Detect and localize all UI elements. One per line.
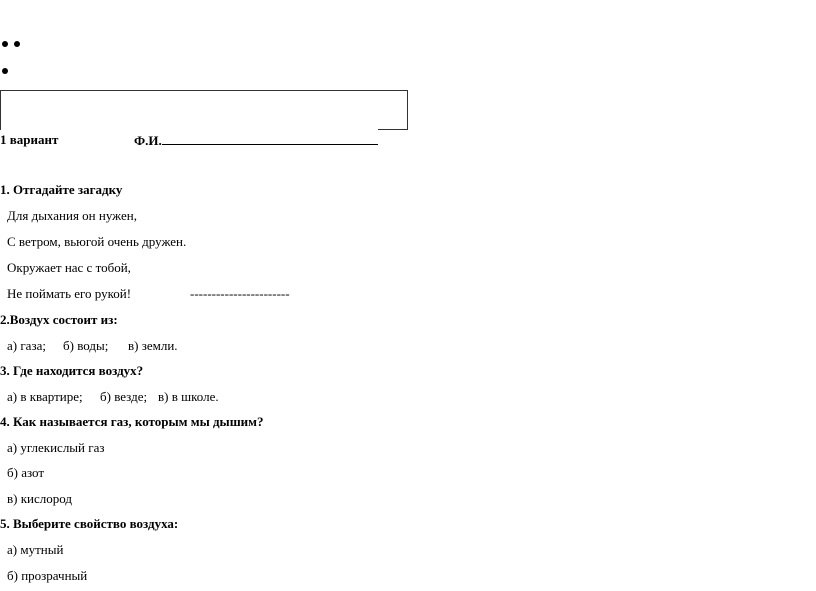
question-3-option-b: б) везде; [100,389,148,404]
question-3-title: 3. Где находится воздух? [0,363,144,378]
question-3-option-c: в) в школе. [158,389,219,404]
riddle-answer-blank: ----------------------- [190,286,290,301]
question-2-option-a: а) газа; [7,338,46,353]
question-3-option-a: а) в квартире; [7,389,83,404]
bullet-dot-1 [2,41,8,47]
question-1-title: 1. Отгадайте загадку [0,182,123,197]
bullet-dot-3 [2,68,8,74]
header-frame-bottom-edge [378,129,408,130]
header-frame [0,90,408,130]
question-2-title: 2.Воздух состоит из: [0,312,118,327]
question-2-option-b: б) воды; [63,338,109,353]
question-5-title: 5. Выберите свойство воздуха: [0,516,179,531]
question-5-option-b: б) прозрачный [7,568,88,583]
riddle-line-2: С ветром, вьюгой очень дружен. [7,234,187,249]
question-4-option-a: а) углекислый газ [7,440,105,455]
question-5-option-a: а) мутный [7,542,64,557]
question-4-option-b: б) азот [7,465,45,480]
variant-label: 1 вариант [0,132,59,147]
question-4-title: 4. Как называется газ, которым мы дышим? [0,414,264,429]
bullet-dot-2 [14,41,20,47]
fio-underline [162,132,378,145]
fio-field [134,132,378,149]
riddle-line-1: Для дыхания он нужен, [7,208,137,223]
riddle-line-3: Окружает нас с тобой, [7,260,131,275]
question-4-option-c: в) кислород [7,491,72,506]
fio-label: Ф.И. [134,133,162,148]
riddle-line-4: Не поймать его рукой! [7,286,132,301]
question-2-option-c: в) земли. [128,338,178,353]
